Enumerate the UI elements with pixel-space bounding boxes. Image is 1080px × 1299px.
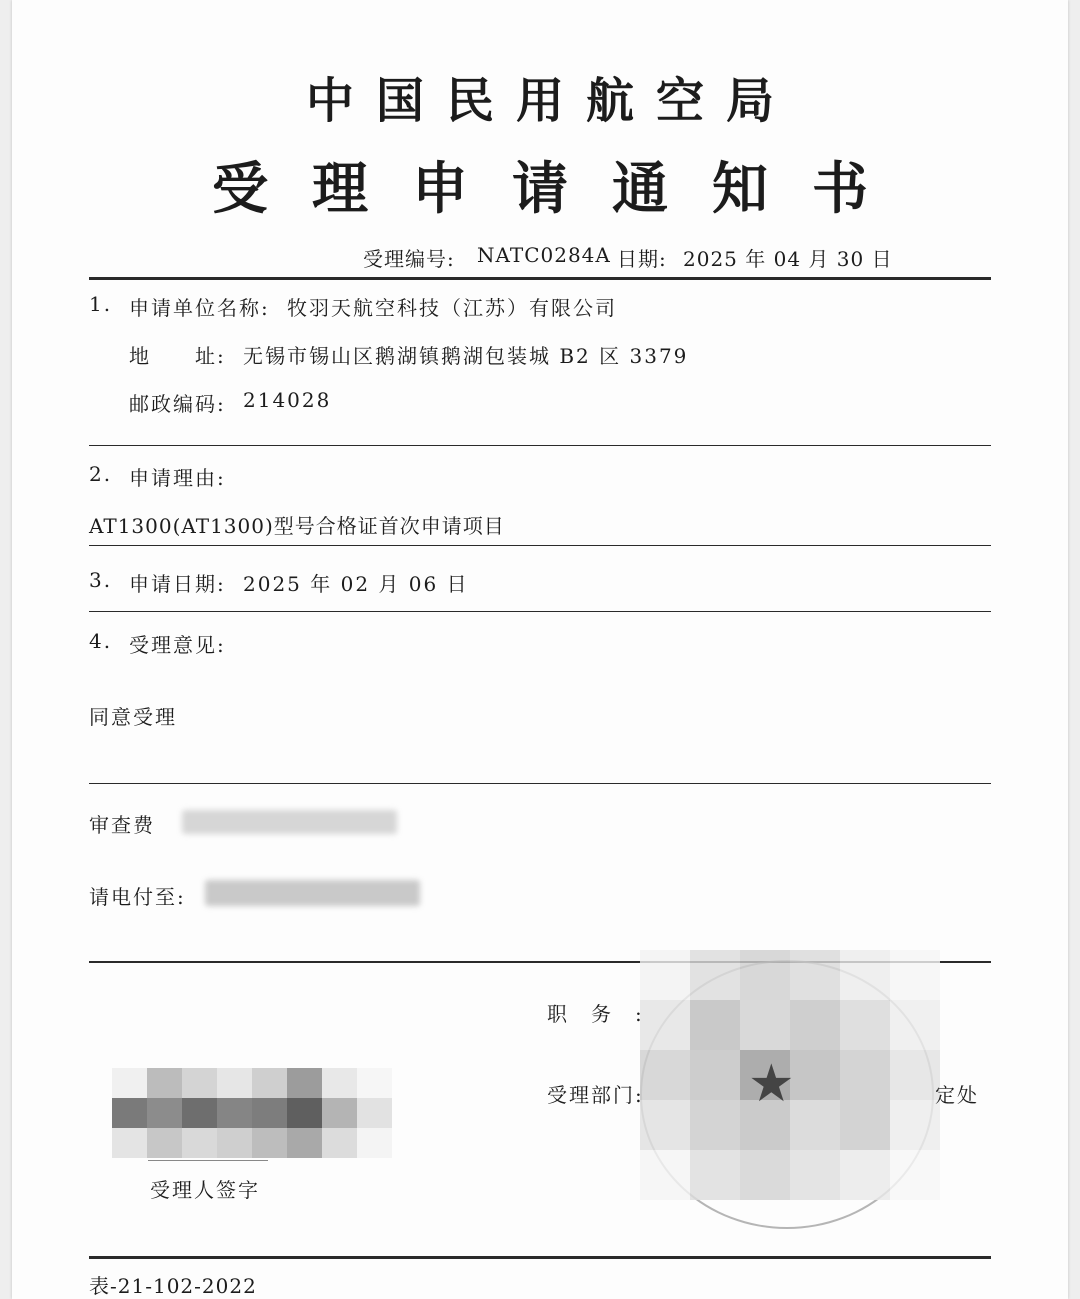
applicant-name: 牧羽天航空科技（江苏）有限公司: [287, 296, 617, 320]
document-title: 受理申请通知书: [212, 157, 912, 222]
section-1-number: 1.: [89, 292, 113, 316]
reason: AT1300(AT1300)型号合格证首次申请项目: [89, 514, 505, 538]
application-date: 2025 年 02 月 06 日: [243, 572, 469, 596]
department-name-tail: 定处: [935, 1083, 979, 1107]
redacted-signature: [112, 1068, 392, 1158]
address: 无锡市锡山区鹅湖镇鹅湖包装城 B2 区 3379: [243, 344, 689, 368]
notice-date: 2025 年 04 月 30 日: [683, 247, 893, 271]
postcode: 214028: [243, 388, 332, 412]
header-divider: [89, 277, 991, 280]
signer-label: 受理人签字: [150, 1178, 260, 1202]
divider-4: [89, 783, 991, 784]
department-label: 受理部门:: [547, 1083, 644, 1107]
footer-divider: [89, 1256, 991, 1259]
divider-3: [89, 611, 991, 612]
section-2-number: 2.: [89, 462, 113, 486]
notice-date-label: 日期:: [617, 247, 667, 271]
section-3-number: 3.: [89, 568, 113, 592]
section-4-number: 4.: [89, 629, 113, 653]
acceptance-no: NATC0284A: [477, 243, 611, 267]
opinion-label: 受理意见:: [129, 633, 226, 657]
acceptance-no-label: 受理编号:: [363, 247, 455, 271]
authority-title: 中国民用航空局: [305, 73, 796, 129]
postcode-label: 邮政编码:: [129, 392, 226, 416]
payment-label: 请电付至:: [89, 885, 186, 909]
position-label: 职 务 :: [547, 1002, 644, 1026]
divider-2: [89, 545, 991, 546]
reason-label: 申请理由:: [129, 466, 226, 490]
opinion: 同意受理: [89, 705, 177, 729]
address-label: 地 址:: [129, 344, 226, 368]
signature-line: [148, 1160, 268, 1161]
applicant-name-label: 申请单位名称:: [129, 296, 270, 320]
redacted-account: [205, 880, 420, 906]
redacted-fee: [182, 810, 397, 834]
divider-1: [89, 445, 991, 446]
form-number: 表-21-102-2022: [89, 1274, 257, 1298]
review-fee-label: 审查费: [89, 813, 155, 837]
application-date-label: 申请日期:: [129, 572, 226, 596]
seal-star-icon: ★: [748, 1054, 795, 1114]
